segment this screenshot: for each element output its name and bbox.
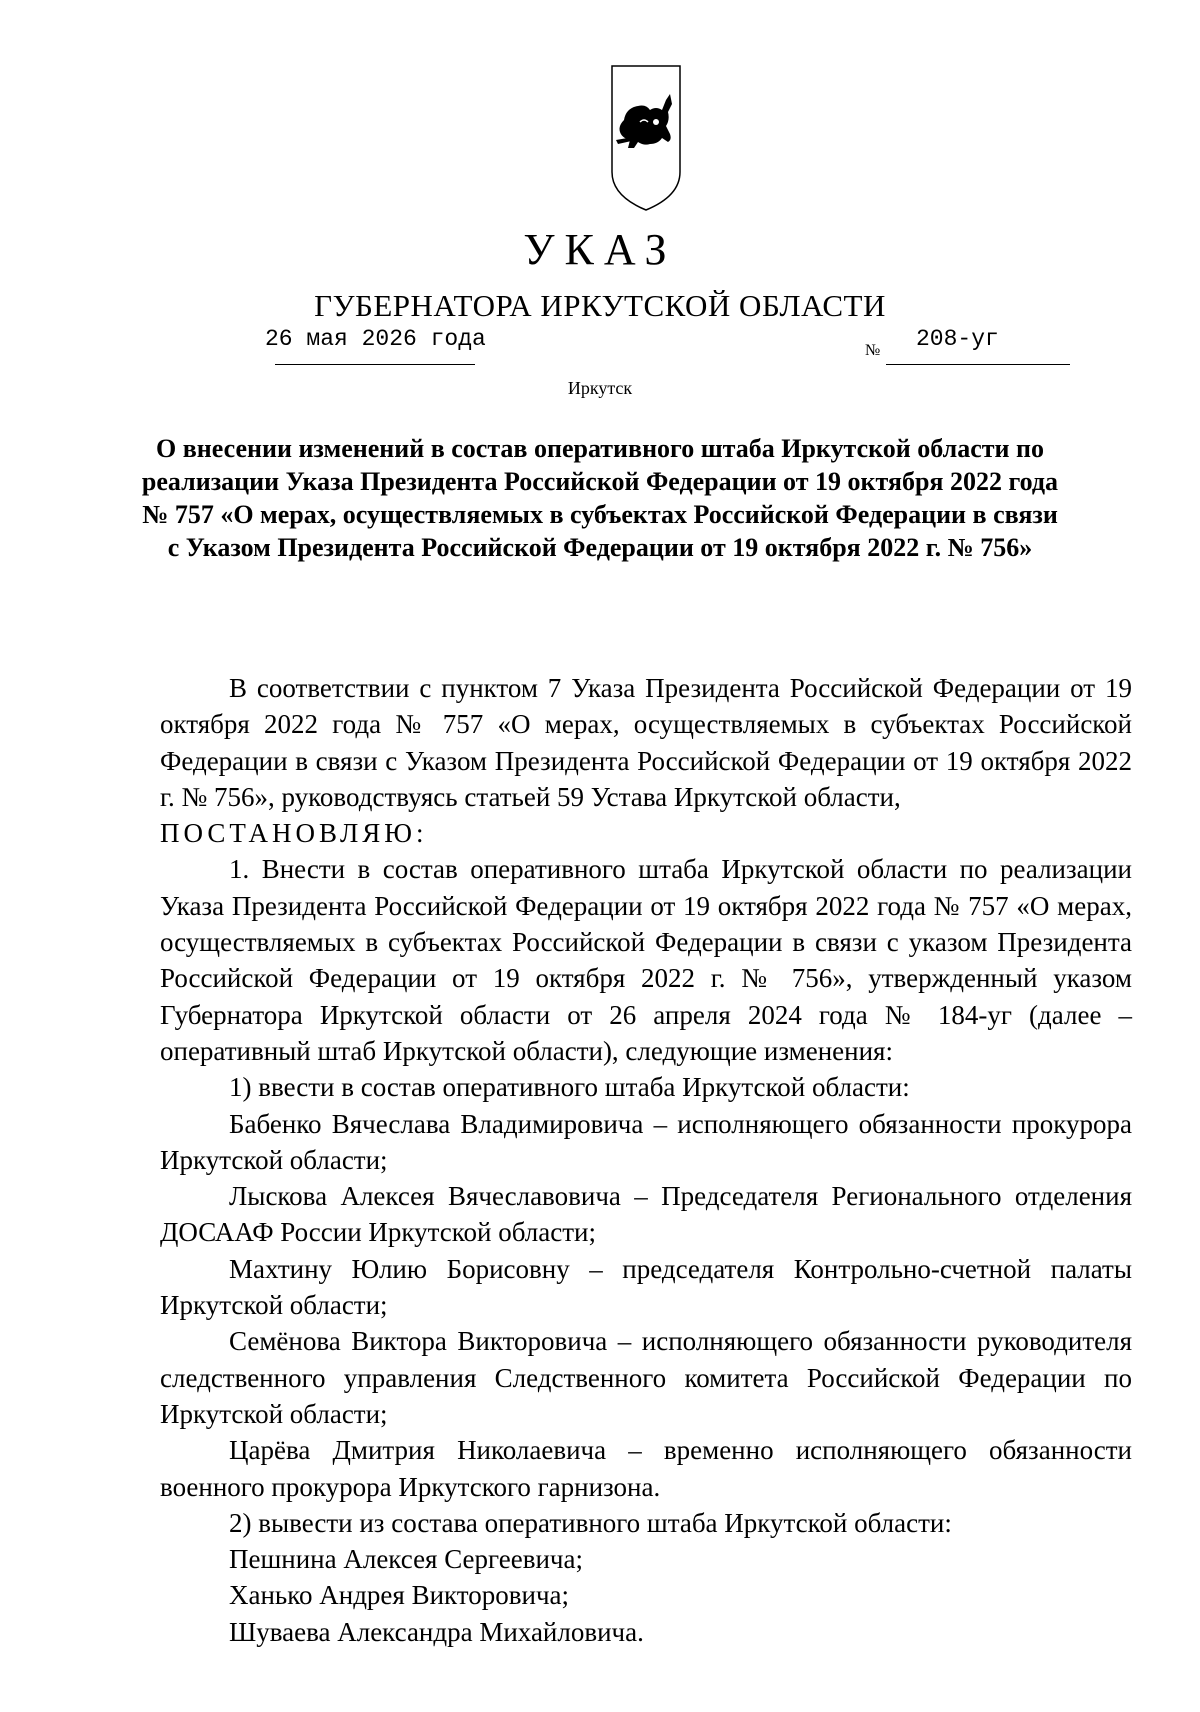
item-1-paragraph: 1. Внести в состав оперативного штаба Иркутской области по реализации Указа Президента Российской Федерации от 19 октября 2022 года № 757 «О мерах, осуществляемых в субъектах Российской Федерации в связи с указом Президента Российской Федерации от 19 октября 2022 г. № 756», утвержденный указом Губернатора Иркутской области от 26 апреля 2024 года № 184-уг (далее – оперативный штаб Иркутской области), следующие изменения: bbox=[160, 854, 1132, 1066]
added-member: Лыскова Алексея Вячеславовича – Председателя Регионального отделения ДОСААФ России Иркутской области; bbox=[160, 1181, 1132, 1248]
decree-title: О внесении изменений в состав оперативного штаба Иркутской области по реализации Указа Президента Российской Федерации от 19 октября 2022 года № 757 «О мерах, осуществляемых в субъектах Российской Федерации в связи с Указом Президента Российской Федерации от 19 октября 2022 г. № 756» bbox=[141, 434, 1059, 562]
number-sign: № bbox=[865, 342, 881, 359]
resolve-heading: ПОСТАНОВЛЯЮ: bbox=[160, 818, 428, 849]
city: Иркутск bbox=[567, 378, 633, 398]
decree-body bbox=[160, 670, 1132, 1650]
removed-member: Пешнина Алексея Сергеевича; bbox=[229, 1544, 583, 1575]
removed-member: Шуваева Александра Михайловича. bbox=[229, 1616, 644, 1647]
decree-date: 26 мая 2026 года bbox=[265, 326, 486, 352]
sub-item-2: 2) вывести из состава оперативного штаба Иркутской области: bbox=[229, 1507, 952, 1538]
irkutsk-coat-of-arms-icon bbox=[610, 64, 682, 212]
sub-item-1: 1) ввести в состав оперативного штаба Иркутской области: bbox=[229, 1072, 910, 1103]
added-member: Бабенко Вячеслава Владимировича – исполняющего обязанности прокурора Иркутской области; bbox=[160, 1108, 1132, 1175]
issuing-authority: ГУБЕРНАТОРА ИРКУТСКОЙ ОБЛАСТИ bbox=[314, 288, 886, 323]
added-member: Царёва Дмитрия Николаевича – временно исполняющего обязанности военного прокурора Иркутского гарнизона. bbox=[160, 1435, 1132, 1502]
decree-number: 208-уг bbox=[916, 326, 999, 352]
document-type: УКАЗ bbox=[523, 225, 677, 274]
removed-member: Ханько Андрея Викторовича; bbox=[229, 1580, 570, 1611]
preamble-paragraph: В соответствии с пунктом 7 Указа Президента Российской Федерации от 19 октября 2022 года № 757 «О мерах, осуществляемых в субъектах Российской Федерации в связи с Указом Президента Российской Федерации от 19 октября 2022 г. № 756», руководствуясь статьей 59 Устава Иркутской области, bbox=[160, 673, 1132, 812]
added-member: Семёнова Виктора Викторовича – исполняющего обязанности руководителя следственного управления Следственного комитета Российской Федерации по Иркутской области; bbox=[160, 1326, 1132, 1429]
added-member: Махтину Юлию Борисовну – председателя Контрольно-счетной палаты Иркутской области; bbox=[160, 1253, 1132, 1321]
